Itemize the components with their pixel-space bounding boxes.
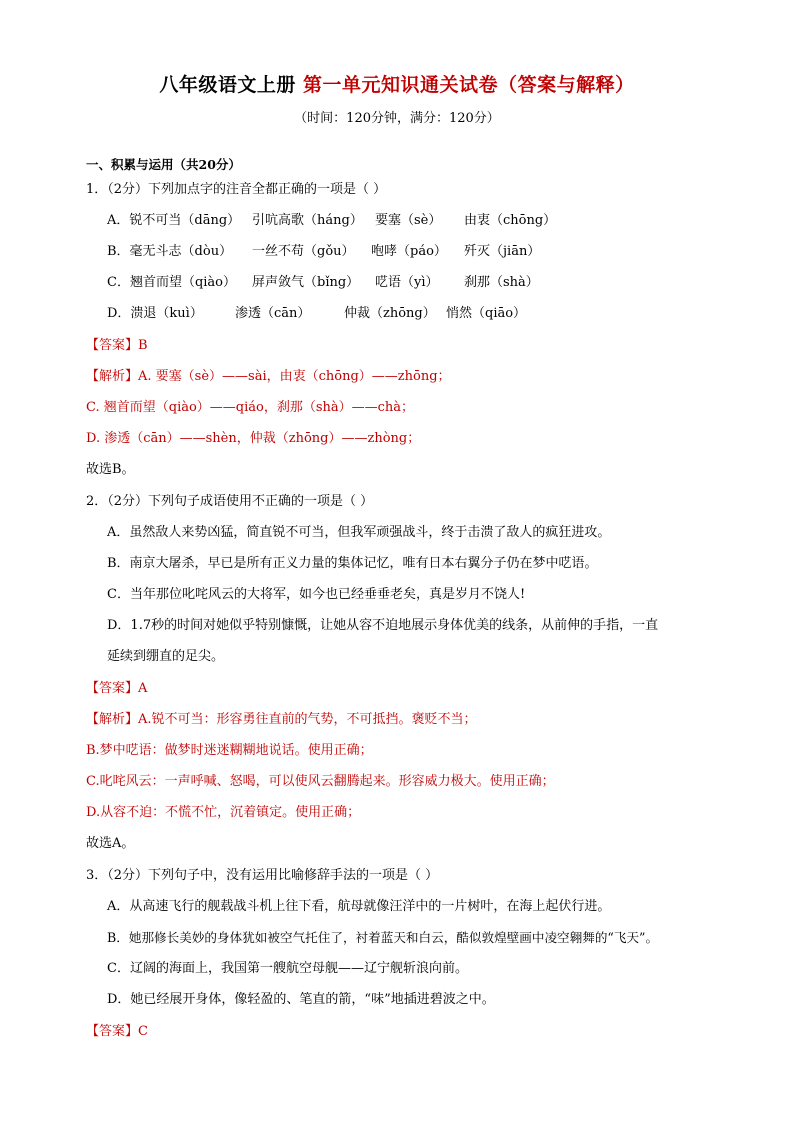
q3-option-a: A．从高速飞行的舰载战斗机上往下看，航母就像汪洋中的一片树叶，在海上起伏行进。 [107, 899, 611, 914]
analysis-line: C. 翘首而望（qiào）——qiáo，刹那（shà）——chà； [86, 400, 415, 415]
title-part2: 第一单元知识通关试卷（ [303, 74, 518, 96]
analysis-label: 【解析】 [86, 369, 139, 384]
q1-b-1: B．毫无斗志（dòu） [107, 244, 233, 259]
q2-option-c: C．当年那位叱咤风云的大将军，如今也已经垂垂老矣，真是岁月不饶人! [107, 587, 526, 602]
q3-option-d: D．她已经展开身体，像轻盈的、笔直的箭，“味”地插进碧波之中。 [107, 992, 495, 1007]
analysis-line: C.叱咤风云：一声呼喊、怒喝，可以使风云翻腾起来。形容威力极大。使用正确； [86, 774, 555, 789]
q1-analysis [86, 368, 451, 386]
q3-stem: 3．（2分）下列句子中，没有运用比喻修辞手法的一项是（ ） [86, 868, 439, 883]
q1-a-2: 引吭高歌（háng） [252, 213, 363, 228]
analysis-line: D. 渗透（cān）——shèn，仲裁（zhōng）——zhòng； [86, 431, 421, 446]
section-heading: 一、积累与运用（共20分） [86, 157, 241, 172]
q2-stem: 2．（2分）下列句子成语使用不正确的一项是（ ） [86, 494, 374, 509]
answer-value: C [138, 1024, 148, 1039]
q2-conclusion: 故选A。 [86, 836, 135, 851]
q1-answer [86, 337, 148, 355]
q2-option-d-cont: 延续到绷直的足尖。 [107, 649, 225, 664]
title-part3: 答案与解释 [517, 74, 616, 96]
analysis-line: A. 要塞（sè）——sài，由衷（chōng）——zhōng； [138, 369, 451, 384]
q1-b-3: 咆哮（páo） [371, 244, 447, 259]
answer-value: B [138, 338, 148, 353]
q1-stem: 1．（2分）下列加点字的注音全都正确的一项是（ ） [86, 182, 387, 197]
q1-b-2: 一丝不苟（gǒu） [252, 244, 355, 259]
q2-answer [86, 680, 147, 698]
q3-option-c: C．辽阔的海面上，我国第一艘航空母舰——辽宁舰斩浪向前。 [107, 961, 468, 976]
q1-c-1: C．翘首而望（qiào） [107, 275, 237, 290]
q2-option-d: D．1.7秒的时间对她似乎特别慷慨，让她从容不迫地展示身体优美的线条，从前伸的手指，一直 [107, 618, 659, 633]
analysis-line: B.梦中呓语：做梦时迷迷糊糊地说话。使用正确； [86, 743, 373, 758]
q2-option-b: B．南京大屠杀，早已是所有正义力量的集体记忆，唯有日本右翼分子仍在梦中呓语。 [107, 556, 598, 571]
q3-answer [86, 1023, 148, 1041]
answer-label: 【答案】 [86, 1024, 139, 1039]
q1-a-4: 由衷（chōng） [464, 213, 557, 228]
q1-a-3: 要塞（sè） [375, 213, 442, 228]
q1-d-1: D．溃退（kuì） [107, 306, 203, 321]
q1-d-3: 仲裁（zhōng） [344, 306, 436, 321]
q1-b-4: 歼灭（jiān） [464, 244, 541, 259]
answer-label: 【答案】 [86, 338, 139, 353]
q3-option-b: B．她那修长美妙的身体犹如被空气托住了，衬着蓝天和白云，酷似敦煌壁画中凌空翱舞的“飞天”。 [107, 930, 659, 945]
title-part4: ） [615, 74, 635, 96]
q1-a-1: A．锐不可当（dāng） [107, 213, 241, 228]
q1-c-4: 刹那（shà） [464, 275, 539, 290]
analysis-line: D.从容不迫：不慌不忙，沉着镇定。使用正确； [86, 805, 361, 820]
exam-info: （时间：120分钟，满分：120分） [294, 111, 500, 126]
answer-label: 【答案】 [86, 681, 139, 696]
page-title [0, 70, 794, 97]
q1-d-4: 悄然（qiāo） [446, 306, 527, 321]
q1-c-3: 呓语（yì） [375, 275, 439, 290]
q1-conclusion: 故选B。 [86, 462, 135, 477]
q1-c-2: 屏声敛气（bǐng） [252, 275, 360, 290]
q2-option-a: A．虽然敌人来势凶猛，简直锐不可当，但我军顽强战斗，终于击溃了敌人的疯狂进攻。 [107, 525, 611, 540]
q1-d-2: 渗透（cān） [235, 306, 311, 321]
q2-analysis [86, 711, 477, 729]
title-part1: 八年级语文上册 [159, 74, 296, 96]
answer-value: A [138, 681, 148, 696]
analysis-label: 【解析】 [86, 712, 139, 727]
analysis-line: A.锐不可当：形容勇往直前的气势，不可抵挡。褒贬不当； [138, 712, 477, 727]
